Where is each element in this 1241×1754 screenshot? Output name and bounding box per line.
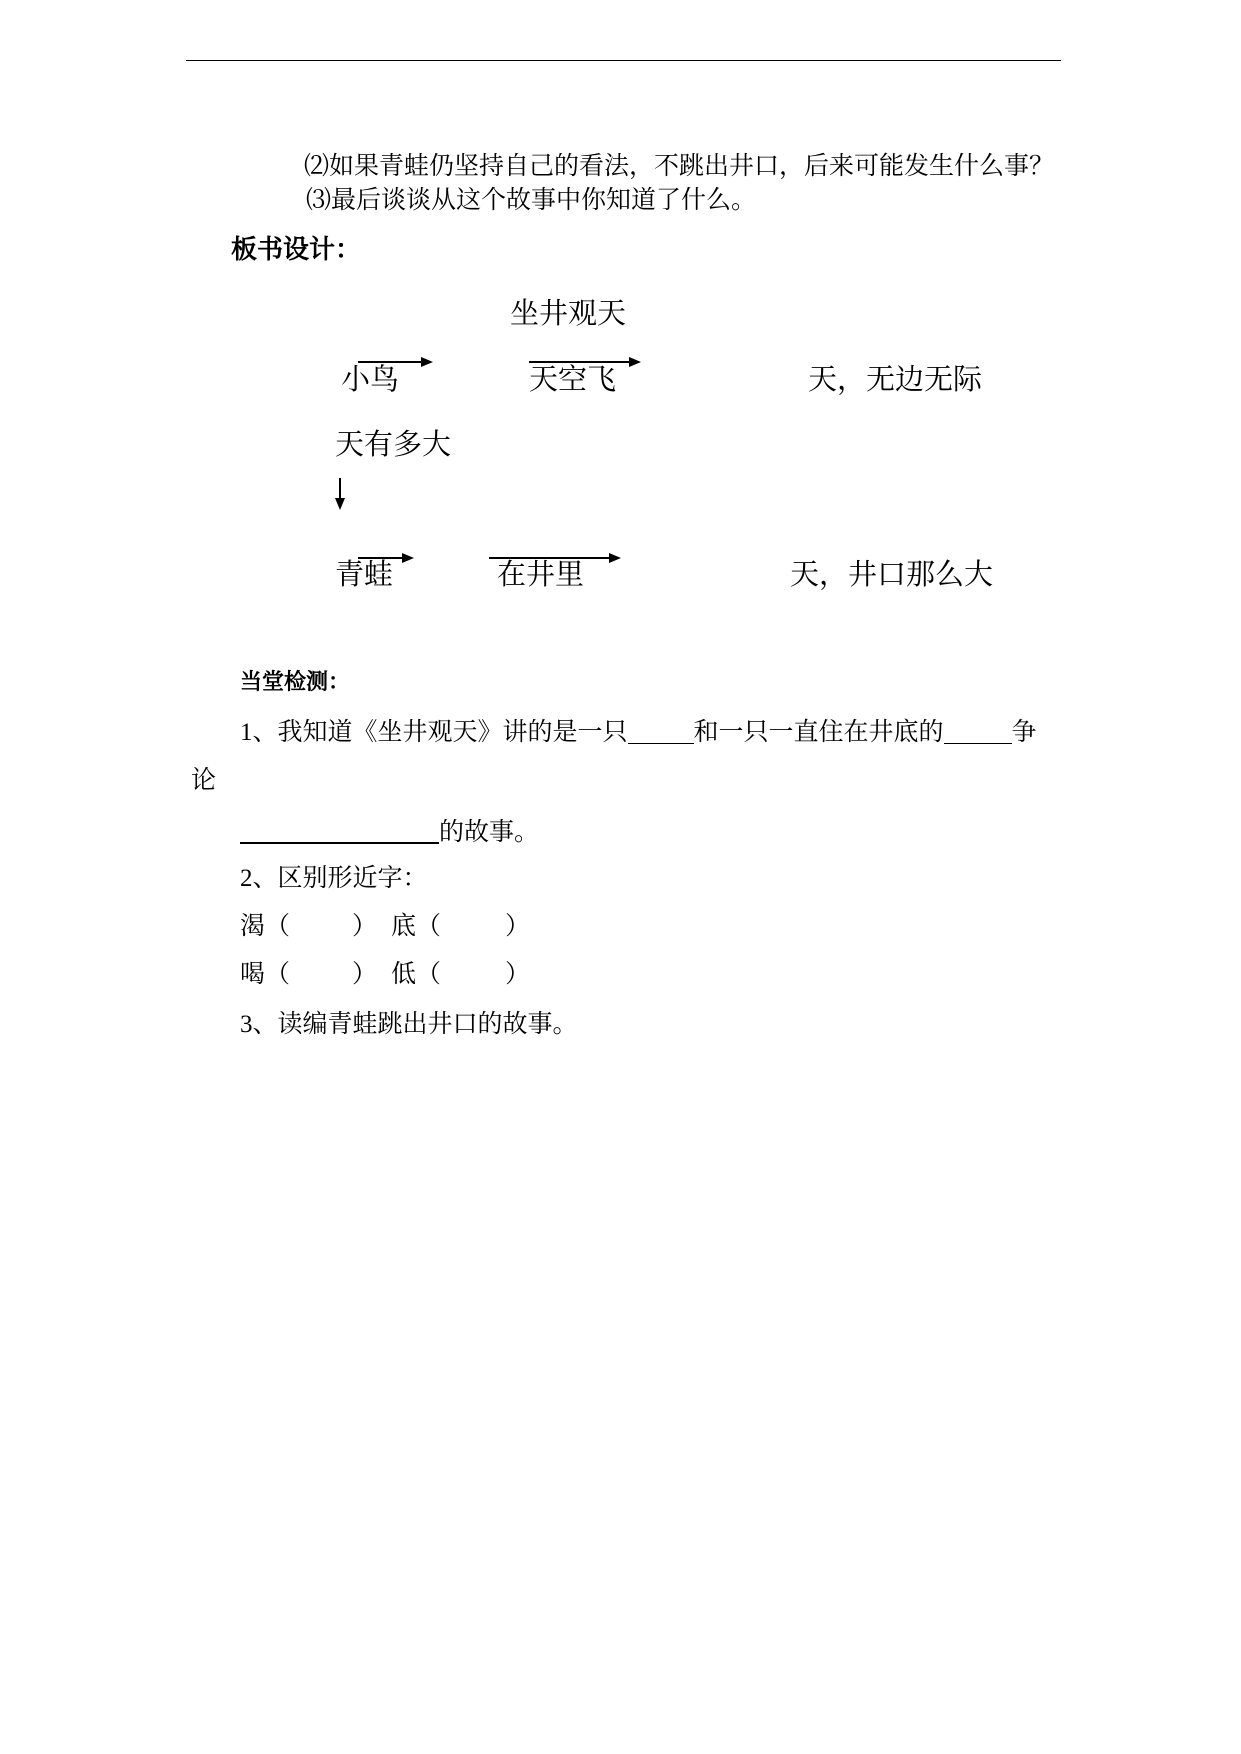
test-item-1-text-a: 1、我知道《坐井观天》讲的是一只 [240,719,628,746]
close-paren: ） [505,961,531,988]
test-item-1-wrap: 论 [191,767,217,794]
open-paren: （ [265,913,291,940]
fill-blank [628,718,694,744]
test-item-1-text-c: 争 [1011,719,1037,746]
board-row2-subject: 青蛙 [335,559,394,591]
char-pair-2-left [240,962,290,987]
open-paren: （ [416,913,442,940]
character: 底 [391,913,417,940]
fill-blank [240,817,439,844]
board-row1-subject: 小鸟 [341,364,400,396]
character: 喝 [240,961,266,988]
test-item-1-line-2 [240,817,539,845]
header-rule [186,60,1061,61]
board-design-heading: 板书设计： [231,235,362,265]
character: 低 [391,961,417,988]
character: 渴 [240,913,266,940]
fill-blank [944,718,1012,744]
board-row2-place: 在井里 [497,559,585,591]
test-item-1-text-d: 的故事。 [439,819,540,846]
test-item-3: 3、读编青蛙跳出井口的故事。 [240,1011,578,1038]
arrow-down-icon [335,478,345,510]
char-pair-1-left [240,914,290,939]
test-heading: 当堂检测： [240,670,351,695]
char-pair-1-right [391,914,441,939]
test-item-2-label: 2、区别形近字： [240,865,428,892]
char-pair-2-right [391,962,441,987]
open-paren: （ [416,961,442,988]
close-paren: ） [352,961,378,988]
close-paren: ） [352,913,378,940]
board-row1-place: 天空飞 [529,364,617,396]
board-question: 天有多大 [335,429,452,461]
board-row2-view: 天，井口那么大 [790,559,994,591]
test-item-1 [240,718,1037,745]
board-row1-view: 天，无边无际 [808,364,983,396]
question-2: ⑵如果青蛙仍坚持自己的看法，不跳出井口，后来可能发生什么事？ [304,153,1055,180]
question-3: ⑶最后谈谈从这个故事中你知道了什么。 [306,187,757,214]
test-item-1-text-b: 和一只一直住在井底的 [693,719,944,746]
open-paren: （ [265,961,291,988]
close-paren: ） [505,913,531,940]
board-title: 坐井观天 [510,298,627,330]
